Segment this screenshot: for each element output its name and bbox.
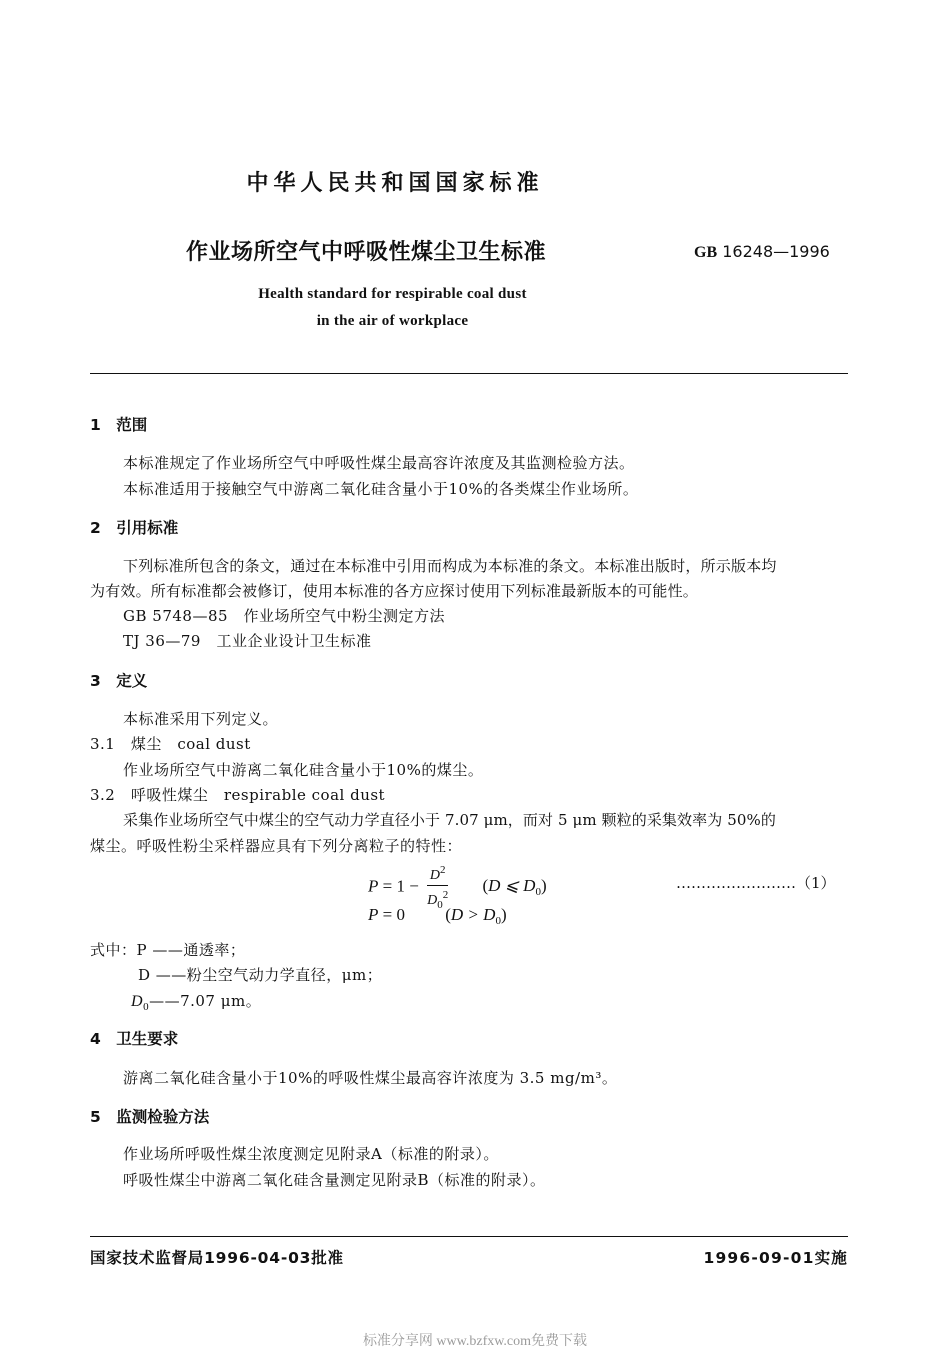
equation-2: P = 0 $(D > D_0)$ [368, 905, 507, 927]
section-3-intro: 本标准采用下列定义。 [123, 710, 279, 728]
section-2-paragraph-line-2: 为有效。所有标准都会被修订，使用本标准的各方应探讨使用下列标准最新版本的可能性。 [90, 582, 699, 600]
section-1-paragraph-1: 本标准规定了作业场所空气中呼吸性煤尘最高容许浓度及其监测检验方法。 [123, 454, 635, 472]
english-title-line-1: Health standard for respirable coal dust [258, 286, 527, 302]
section-2-heading: 2 引用标准 [90, 519, 179, 537]
where-d: D ——粉尘空气动力学直径，μm； [138, 966, 383, 984]
definition-3-1-body: 作业场所空气中游离二氧化硅含量小于10%的煤尘。 [123, 761, 484, 779]
section-4-paragraph: 游离二氧化硅含量小于10%的呼吸性煤尘最高容许浓度为 3.5 mg/m³。 [123, 1069, 618, 1087]
section-3-heading: 3 定义 [90, 672, 148, 690]
section-5-heading: 5 监测检验方法 [90, 1108, 210, 1126]
section-4-heading: 4 卫生要求 [90, 1030, 179, 1048]
standard-prefix: GB [694, 244, 718, 261]
document-title: 作业场所空气中呼吸性煤尘卫生标准 [186, 240, 547, 265]
equation-fraction: $\frac{D^2}{D_0^2}$ [427, 861, 448, 914]
definition-3-2-body-line-2: 煤尘。呼吸性粉尘采样器应具有下列分离粒子的特性： [90, 837, 463, 855]
standard-code: 16248—1996 [722, 242, 830, 261]
english-title-line-2: in the air of workplace [316, 313, 469, 329]
where-d0: $D_0——7.07$ μm。 [131, 992, 262, 1013]
fraction-denominator: D [427, 893, 438, 908]
header-divider [90, 373, 848, 374]
section-5-paragraph-1: 作业场所呼吸性煤尘浓度测定见附录A（标准的附录）。 [123, 1145, 499, 1163]
reference-tj36: TJ 36—79 工业企业设计卫生标准 [123, 632, 372, 650]
where-p: 式中：P ——通透率； [90, 941, 246, 959]
section-1-paragraph-2: 本标准适用于接触空气中游离二氧化硅含量小于10%的各类煤尘作业场所。 [123, 480, 639, 498]
where-d0-text: ——7.07 μm。 [149, 992, 262, 1010]
fraction-numerator: D [429, 868, 440, 883]
section-5-paragraph-2: 呼吸性煤尘中游离二氧化硅含量测定见附录B（标准的附录）。 [123, 1171, 546, 1189]
section-1-heading: 1 范围 [90, 416, 148, 434]
watermark: 标准分享网 www.bzfxw.com免费下载 [362, 1334, 588, 1349]
section-2-paragraph-line-1: 下列标准所包含的条文，通过在本标准中引用而构成为本标准的条文。本标准出版时，所示版本均 [123, 557, 777, 575]
definition-3-2-heading: 3.2 呼吸性煤尘 respirable coal dust [90, 786, 386, 804]
approval-line: 国家技术监督局1996-04-03批准 [90, 1249, 344, 1267]
national-standard-title: 中华人民共和国国家标准 [246, 171, 544, 196]
definition-3-1-heading: 3.1 煤尘 coal dust [90, 735, 251, 753]
reference-gb5748: GB 5748—85 作业场所空气中粉尘测定方法 [123, 607, 446, 625]
standard-number [694, 242, 830, 262]
effective-date: 1996-09-01实施 [703, 1249, 848, 1267]
definition-3-2-body-line-1: 采集作业场所空气中煤尘的空气动力学直径小于 7.07 μm，而对 5 μm 颗粒的采集效率为 50%的 [123, 811, 776, 829]
equation-1: P = 1 − $\frac{D^2}{D_0^2}$ (D ⩽ $D_0$) [368, 861, 547, 914]
equation-1-number: ……………………（1） [676, 874, 836, 892]
footer-divider [90, 1236, 848, 1237]
